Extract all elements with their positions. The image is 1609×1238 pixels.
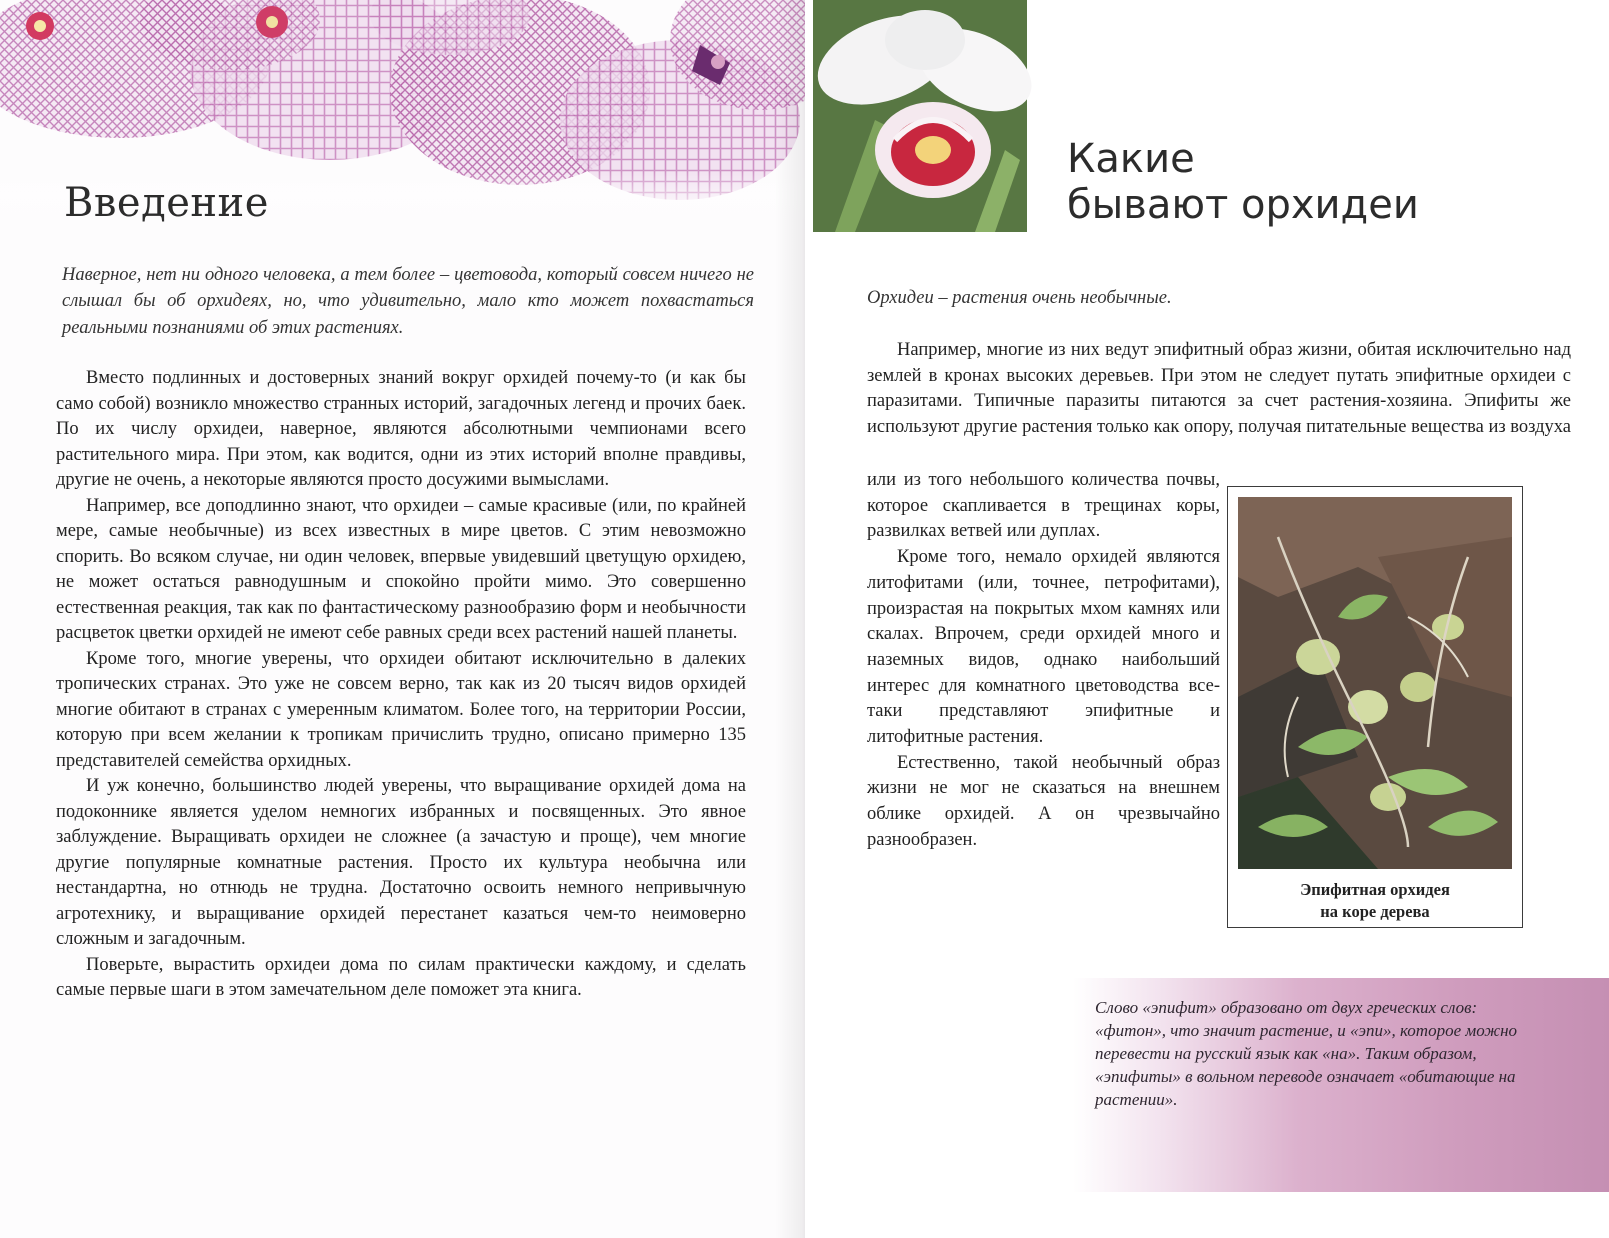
page-title: [1067, 136, 1419, 229]
body-text: [867, 338, 1571, 441]
paragraph: Естественно, такой необычный образ жизни не мог не сказаться на внешнем облике орхидей. А он чрезвычайно разнообразен.: [867, 752, 1220, 850]
paragraph: Например, многие из них ведут эпифитный образ жизни, обитая исключительно над землей в кронах высоких деревьев. При этом не следует путать эпифитные орхидеи с паразитами. Типичные паразиты питаются за счет растения-хозяина. Эпифиты же используют другие растения только как опору, получая питательные вещества из воздуха: [867, 340, 1572, 438]
right-page: [805, 0, 1609, 1238]
paragraph: Кроме того, немало орхидей являются литофитами (или, точнее, петрофитами), произрастая на покрытых мхом камнях или скалах. Впрочем, среди орхидей много и наземных видов, однако наибольший интерес для комнатного цветоводства все-таки представляют эпифитные и литофитные растения.: [867, 547, 1220, 748]
paragraph: Например, все доподлинно знают, что орхидеи – самые красивые (или, по крайней мере, самые необычные) из всех известных в мире цветов. С этим невозможно спорить. Во всяком случае, ни один человек, впервые увидевший цветущую орхидею, не может остаться равнодушным и спокойно пройти мимо. Это совершенно естественная реакция, так как по фантастическому разнообразию форм и необычности расцветок цветки орхидей не имеют себе равных среди всех растений нашей планеты.: [56, 495, 746, 644]
paragraph: И уж конечно, большинство людей уверены, что выращивание орхидей дома на подоконнике является уделом немногих избранных и посвященных. Это явное заблуждение. Выращивать орхидеи не сложнее (а зачастую и проще), чем многие другие популярные комнатные растения. Просто их культура необычна или нестандартна, но отнюдь не трудна. Достаточно освоить немного непривычную агротехнику, и выращивание орхидей перестанет казаться чем-то неимоверно сложным и загадочным.: [56, 776, 746, 950]
body-text: [56, 366, 746, 1004]
figure-caption: [1228, 879, 1522, 924]
caption-line: на коре дерева: [1320, 902, 1430, 922]
orchid-photo: [805, 0, 1035, 232]
figure: [1227, 486, 1523, 928]
epiphytic-orchid-photo: [1238, 497, 1512, 869]
paragraph: Поверьте, вырастить орхидеи дома по силам практически каждому, и сделать самые первые шаги в этом замечательном деле поможет эта книга.: [56, 954, 746, 1001]
note-box: [1073, 978, 1609, 1192]
caption-line: Эпифитная орхидея: [1300, 880, 1450, 899]
intro-text: Орхидеи – растения очень необычные.: [867, 288, 1172, 308]
page-title: Введение: [64, 180, 269, 226]
body-text-column: [867, 468, 1220, 854]
note-text: Слово «эпифит» образовано от двух греческих слов: «фитон», что значит растение, и «эпи», которое можно перевести на русский язык как «на». Таким образом, «эпифиты» в вольном переводе означает «обитающие на растении».: [1095, 998, 1518, 1110]
paragraph: Кроме того, многие уверены, что орхидеи обитают исключительно в далеких тропических странах. Это уже не совсем верно, так как из 20 тысяч видов орхидей многие обитают в странах с умеренным климатом. Более того, на территории России, которую при всем желании к тропикам причислить трудно, описано примерно 135 представителей семейства орхидных.: [56, 648, 746, 771]
title-line: Какие: [1067, 136, 1195, 182]
intro-text: Наверное, нет ни одного человека, а тем более – цветовода, который совсем ничего не слышал бы об орхидеях, но, что удивительно, мало кто может похвастаться реальными познаниями об этих растениях.: [62, 265, 754, 338]
paragraph-continuation: или из того небольшого количества почвы, которое скапливается в трещинах коры, развилках ветвей или дуплах.: [867, 470, 1220, 542]
title-line: бывают орхидеи: [1067, 182, 1419, 229]
paragraph: Вместо подлинных и достоверных знаний вокруг орхидей почему-то (и как бы само собой) возникло множество странных историй, загадочных легенд и прочих баек. По их числу орхидеи, наверное, являются абсолютными чемпионами всего растительного мира. При этом, как водится, одни из этих историй вполне правдивы, другие не очень, а некоторые являются просто досужими вымыслами.: [56, 368, 746, 491]
